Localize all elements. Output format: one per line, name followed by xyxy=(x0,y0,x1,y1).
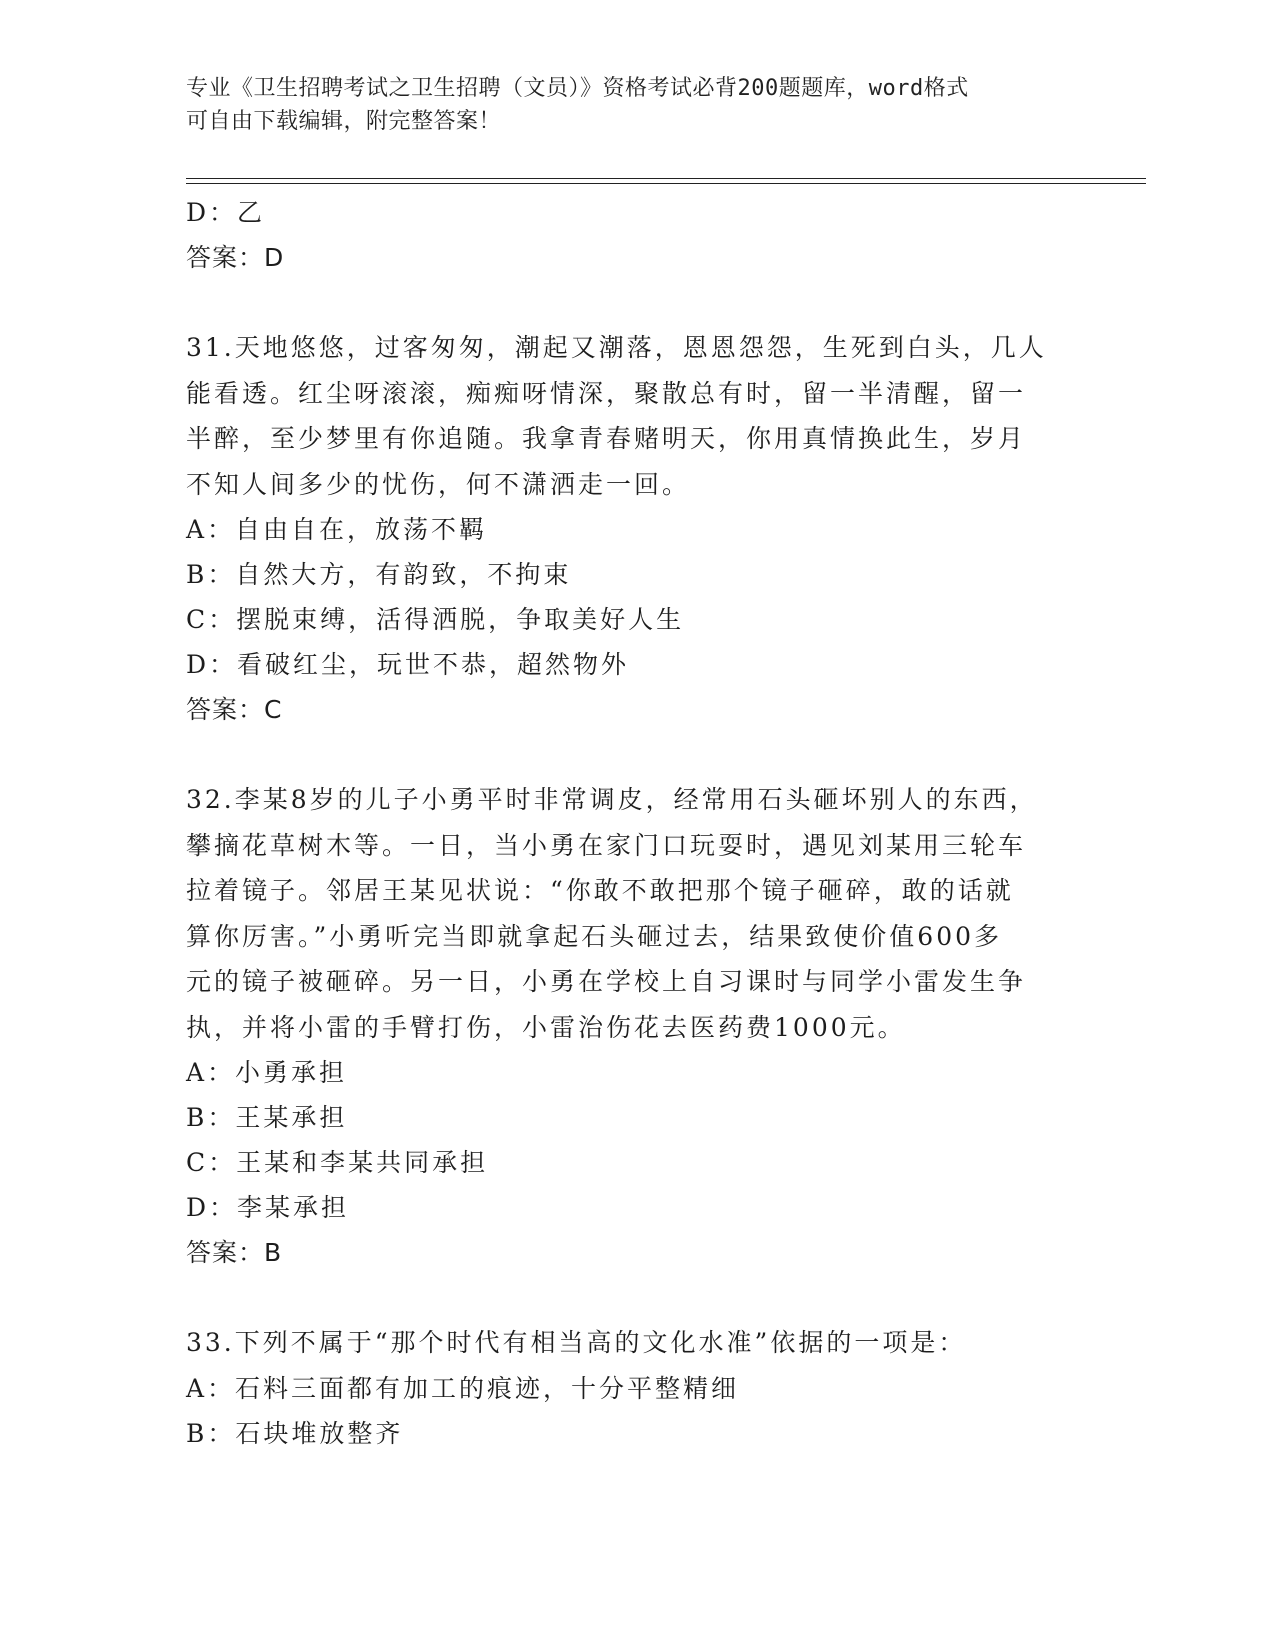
question-line: 算你厉害。”小勇听完当即就拿起石头砸过去，结果致使价值600多 xyxy=(186,921,1003,951)
previous-question-tail xyxy=(186,190,1086,281)
option-b: B：自然大方，有韵致，不拘束 xyxy=(186,560,572,589)
page-content xyxy=(186,190,1086,1456)
option-c: C：王某和李某共同承担 xyxy=(186,1148,489,1177)
header-rule-top xyxy=(186,178,1146,179)
question-line: 执，并将小雷的手臂打伤，小雷治伤花去医药费1000元。 xyxy=(186,1012,906,1042)
page-header xyxy=(186,72,1086,138)
question-line: 半醉，至少梦里有你追随。我拿青春赌明天，你用真情换此生，岁月 xyxy=(186,424,1027,453)
option-d: D：乙 xyxy=(186,198,266,227)
header-line-2: 可自由下载编辑，附完整答案！ xyxy=(186,109,502,134)
question-text xyxy=(186,325,1086,507)
spacer xyxy=(186,733,1086,777)
question-33 xyxy=(186,1320,1086,1456)
header-line-1: 专业《卫生招聘考试之卫生招聘（文员）》资格考试必背200题题库，word格式 xyxy=(186,76,969,101)
answer-line: 答案：B xyxy=(186,1238,283,1267)
answer-line: 答案：C xyxy=(186,695,283,724)
question-31 xyxy=(186,325,1086,733)
question-line: 32.李某8岁的儿子小勇平时非常调皮，经常用石头砸坏别人的东西， xyxy=(186,785,1038,814)
option-b: B：王某承担 xyxy=(186,1103,348,1132)
question-line: 31.天地悠悠，过客匆匆，潮起又潮落，恩恩怨怨，生死到白头，几人 xyxy=(186,333,1047,362)
question-32 xyxy=(186,777,1086,1276)
question-line: 攀摘花草树木等。一日，当小勇在家门口玩耍时，遇见刘某用三轮车 xyxy=(186,830,1027,860)
option-c: C：摆脱束缚，活得洒脱，争取美好人生 xyxy=(186,605,685,634)
question-line: 拉着镜子。邻居王某见状说：“你敢不敢把那个镜子砸碎，敢的话就 xyxy=(186,876,1014,905)
spacer xyxy=(186,281,1086,325)
spacer xyxy=(186,1276,1086,1320)
question-text xyxy=(186,777,1086,1050)
option-d: D：看破红尘，玩世不恭，超然物外 xyxy=(186,650,630,679)
option-d: D：李某承担 xyxy=(186,1193,350,1222)
option-b: B：石块堆放整齐 xyxy=(186,1418,404,1448)
header-rule-bottom xyxy=(186,183,1146,184)
question-text xyxy=(186,1320,1086,1366)
option-a: A：石料三面都有加工的痕迹，十分平整精细 xyxy=(186,1373,740,1403)
question-line: 33.下列不属于“那个时代有相当高的文化水准”依据的一项是： xyxy=(186,1328,967,1357)
question-line: 不知人间多少的忧伤，何不潇洒走一回。 xyxy=(186,469,691,499)
option-a: A：小勇承担 xyxy=(186,1058,348,1087)
option-a: A：自由自在，放荡不羁 xyxy=(186,515,488,544)
answer-line: 答案：D xyxy=(186,243,285,272)
question-line: 能看透。红尘呀滚滚，痴痴呀情深，聚散总有时，留一半清醒，留一 xyxy=(186,378,1027,408)
question-line: 元的镜子被砸碎。另一日，小勇在学校上自习课时与同学小雷发生争 xyxy=(186,967,1027,996)
